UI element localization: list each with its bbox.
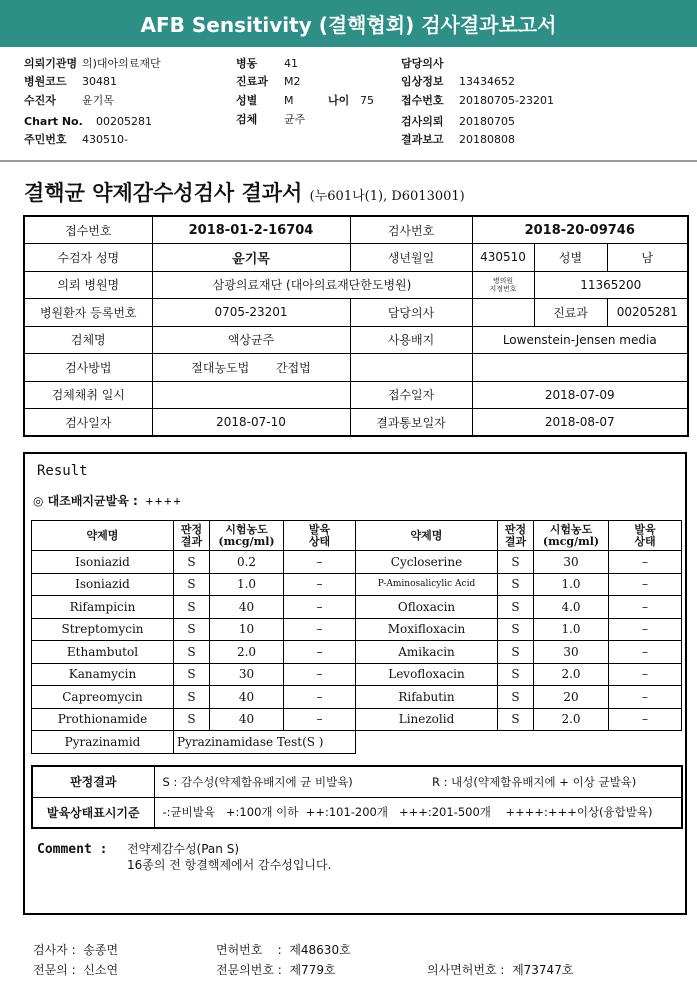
- drug-drug-cell: Levofloxacin: [356, 663, 498, 686]
- label-method: 검사방법: [24, 354, 152, 382]
- drug-conc-cell: 1.0: [534, 573, 609, 596]
- header-chart-no: Chart No. 00205281: [24, 115, 152, 128]
- footer-specialist-no: 전문의번호 : 제779호: [216, 963, 336, 977]
- header-clinical-info: 임상정보 13434652: [401, 75, 515, 88]
- drug-growth-cell: –: [284, 641, 356, 664]
- drug-conc-cell: 30: [534, 551, 609, 574]
- drug-judge-cell: S: [174, 641, 210, 664]
- header-judge: 판정 결과: [174, 521, 210, 551]
- result-title: Result: [37, 463, 88, 479]
- footer-examiner: 검사자 : 송종면: [33, 943, 119, 957]
- receipt-date: 2018-07-09: [472, 381, 688, 409]
- drug-growth-cell: –: [284, 686, 356, 709]
- empty-cell: [472, 354, 688, 382]
- drug-conc-cell: 40: [210, 596, 284, 619]
- header-conc: 시험농도 (mcg/ml): [534, 521, 609, 551]
- hospital-name: 삼광의료재단 (대아의료재단한도병원): [152, 271, 472, 299]
- label-name: 수검자 성명: [24, 244, 152, 272]
- label-patient-no: 병원환자 등록번호: [24, 299, 152, 327]
- table-row: [32, 596, 682, 619]
- label-doctor: 담당의사: [350, 299, 472, 327]
- drug-drug-cell: Rifampicin: [32, 596, 174, 619]
- drug-conc-cell: 2.0: [210, 641, 284, 664]
- drug-growth-cell: –: [609, 573, 682, 596]
- drug-growth-cell: –: [609, 618, 682, 641]
- header-department: 진료과 M2: [236, 75, 301, 88]
- drug-conc-cell: 30: [210, 663, 284, 686]
- drug-growth-cell: –: [609, 663, 682, 686]
- empty-cell: [350, 354, 472, 382]
- table-row: [32, 573, 682, 596]
- header-examinee: 수진자 윤기목: [24, 94, 114, 107]
- drug-drug-cell: Isoniazid: [32, 551, 174, 574]
- comment: [37, 840, 332, 872]
- designated-no: 11365200: [534, 271, 688, 299]
- header-judge: 판정 결과: [498, 521, 534, 551]
- drug-judge-cell: S: [174, 573, 210, 596]
- pza-drug: Pyrazinamid: [32, 731, 174, 754]
- table-row: [32, 686, 682, 709]
- header-resident-no: 주민번호 430510-: [24, 133, 128, 146]
- header-institution: 의뢰기관명 의)대아의료재단: [24, 57, 161, 70]
- patient-name: 윤기목: [152, 244, 350, 272]
- comment-line1: 전약제감수성(Pan S): [127, 842, 240, 856]
- label-notify-date: 결과통보일자: [350, 409, 472, 437]
- header-divider: [0, 160, 697, 162]
- report-title: AFB Sensitivity (결핵협회) 검사결과보고서: [0, 0, 697, 47]
- drug-conc-cell: 40: [210, 686, 284, 709]
- method: 절대농도법 간접법: [152, 354, 350, 382]
- drug-judge-cell: S: [498, 618, 534, 641]
- drug-drug-cell: Cycloserine: [356, 551, 498, 574]
- drug-drug-cell: Moxifloxacin: [356, 618, 498, 641]
- drug-judge-cell: S: [174, 708, 210, 731]
- drug-judge-cell: S: [174, 551, 210, 574]
- medium: Lowenstein-Jensen media: [472, 326, 688, 354]
- test-no: 2018-20-09746: [472, 216, 688, 244]
- header-sex: 성별 M: [236, 94, 294, 107]
- label-receipt-no: 접수번호: [24, 216, 152, 244]
- drug-judge-cell: S: [174, 663, 210, 686]
- pza-result: Pyrazinamidase Test(S ): [174, 731, 356, 754]
- growth-legend: -:균비발육 +:100개 이하 ++:101-200개 +++:201-500개 ++++:+++이상(융합발육): [154, 797, 682, 828]
- table-row: [32, 663, 682, 686]
- drug-conc-cell: 4.0: [534, 596, 609, 619]
- header-growth: 발육 상태: [284, 521, 356, 551]
- label-sex: 성별: [534, 244, 607, 272]
- header-age: 나이 75: [328, 94, 374, 107]
- drug-conc-cell: 10: [210, 618, 284, 641]
- header-ward: 병동 41: [236, 57, 298, 70]
- drug-growth-cell: –: [284, 573, 356, 596]
- header-accession: 접수번호 20180705-23201: [401, 94, 554, 107]
- label-birth: 생년월일: [350, 244, 472, 272]
- drug-judge-cell: S: [174, 686, 210, 709]
- label-test-date: 검사일자: [24, 409, 152, 437]
- drug-drug-cell: Rifabutin: [356, 686, 498, 709]
- drug-growth-cell: –: [284, 551, 356, 574]
- judge-r: R : 내성(약제함유배지에 + 이상 균발육): [424, 766, 682, 797]
- patient-no: 0705-23201: [152, 299, 350, 327]
- drug-judge-cell: S: [498, 641, 534, 664]
- notify-date: 2018-08-07: [472, 409, 688, 437]
- footer-doctor-license: 의사면허번호 : 제73747호: [427, 963, 574, 977]
- label-collect: 검체채취 일시: [24, 381, 152, 409]
- header-report-date: 결과보고 20180808: [401, 133, 515, 146]
- drug-drug-cell: Streptomycin: [32, 618, 174, 641]
- drug-conc-cell: 2.0: [534, 708, 609, 731]
- header-hospital-code: 병원코드 30481: [24, 75, 117, 88]
- drug-judge-cell: S: [174, 618, 210, 641]
- header-drug: 약제명: [356, 521, 498, 551]
- drug-judge-cell: S: [498, 708, 534, 731]
- footer-license: 면허번호 : 제48630호: [216, 943, 351, 957]
- footer-specialist: 전문의 : 신소연: [33, 963, 119, 977]
- label-specimen: 검체명: [24, 326, 152, 354]
- judge-s: S : 감수성(약제함유배지에 균 비발육): [154, 766, 424, 797]
- drug-growth-cell: –: [609, 686, 682, 709]
- table-row: [32, 618, 682, 641]
- drug-judge-cell: S: [498, 596, 534, 619]
- label-designated: 병의원 지정번호: [472, 271, 534, 299]
- label-hospital: 의뢰 병원명: [24, 271, 152, 299]
- table-row: [32, 551, 682, 574]
- comment-label: Comment :: [37, 842, 108, 857]
- drug-judge-cell: S: [498, 551, 534, 574]
- label-medium: 사용배지: [350, 326, 472, 354]
- table-row: [32, 641, 682, 664]
- drug-judge-cell: S: [174, 596, 210, 619]
- test-date: 2018-07-10: [152, 409, 350, 437]
- drug-conc-cell: 40: [210, 708, 284, 731]
- receipt-no: 2018-01-2-16704: [152, 216, 350, 244]
- patient-sex: 남: [607, 244, 688, 272]
- control-growth: ◎ 대조배지균발육 : ++++: [33, 494, 183, 508]
- label-dept: 진료과: [534, 299, 607, 327]
- document-title: 결핵균 약제감수성검사 결과서 (누601나(1), D6013001): [24, 180, 465, 205]
- header-specimen: 검체 균주: [236, 113, 306, 126]
- header-request-date: 검사의뢰 20180705: [401, 115, 515, 128]
- specimen: 액상균주: [152, 326, 350, 354]
- dept: 00205281: [607, 299, 688, 327]
- table-row: [32, 708, 682, 731]
- drug-drug-cell: Ethambutol: [32, 641, 174, 664]
- header-drug: 약제명: [32, 521, 174, 551]
- drug-drug-cell: Isoniazid: [32, 573, 174, 596]
- drug-judge-cell: S: [498, 573, 534, 596]
- specimen-info-table: [23, 215, 689, 437]
- drug-growth-cell: –: [609, 551, 682, 574]
- drug-table: [31, 520, 682, 754]
- doctor: [472, 299, 534, 327]
- header-growth: 발육 상태: [609, 521, 682, 551]
- growth-label: 발육상태표시기준: [32, 797, 154, 828]
- comment-line2: 16종의 전 항결핵제에서 감수성입니다.: [127, 858, 332, 872]
- drug-growth-cell: –: [284, 596, 356, 619]
- drug-growth-cell: –: [609, 641, 682, 664]
- drug-drug-cell: Ofloxacin: [356, 596, 498, 619]
- drug-conc-cell: 30: [534, 641, 609, 664]
- birth-date: 430510: [472, 244, 534, 272]
- judge-table: [31, 765, 683, 829]
- drug-conc-cell: 0.2: [210, 551, 284, 574]
- drug-drug-cell: Kanamycin: [32, 663, 174, 686]
- drug-growth-cell: –: [284, 708, 356, 731]
- drug-conc-cell: 1.0: [210, 573, 284, 596]
- drug-judge-cell: S: [498, 663, 534, 686]
- drug-drug-cell: Linezolid: [356, 708, 498, 731]
- drug-judge-cell: S: [498, 686, 534, 709]
- drug-conc-cell: 20: [534, 686, 609, 709]
- drug-growth-cell: –: [609, 596, 682, 619]
- drug-drug-cell: P-Aminosalicylic Acid: [356, 573, 498, 596]
- drug-drug-cell: Capreomycin: [32, 686, 174, 709]
- drug-drug-cell: Prothionamide: [32, 708, 174, 731]
- drug-growth-cell: –: [284, 618, 356, 641]
- header-conc: 시험농도 (mcg/ml): [210, 521, 284, 551]
- drug-conc-cell: 2.0: [534, 663, 609, 686]
- drug-growth-cell: –: [284, 663, 356, 686]
- judge-label: 판정결과: [32, 766, 154, 797]
- collect-date: [152, 381, 350, 409]
- label-test-no: 검사번호: [350, 216, 472, 244]
- table-row: [32, 731, 682, 754]
- header-doctor: 담당의사: [401, 57, 444, 70]
- empty-cell: [356, 731, 682, 754]
- label-receipt-date: 접수일자: [350, 381, 472, 409]
- drug-conc-cell: 1.0: [534, 618, 609, 641]
- drug-growth-cell: –: [609, 708, 682, 731]
- drug-drug-cell: Amikacin: [356, 641, 498, 664]
